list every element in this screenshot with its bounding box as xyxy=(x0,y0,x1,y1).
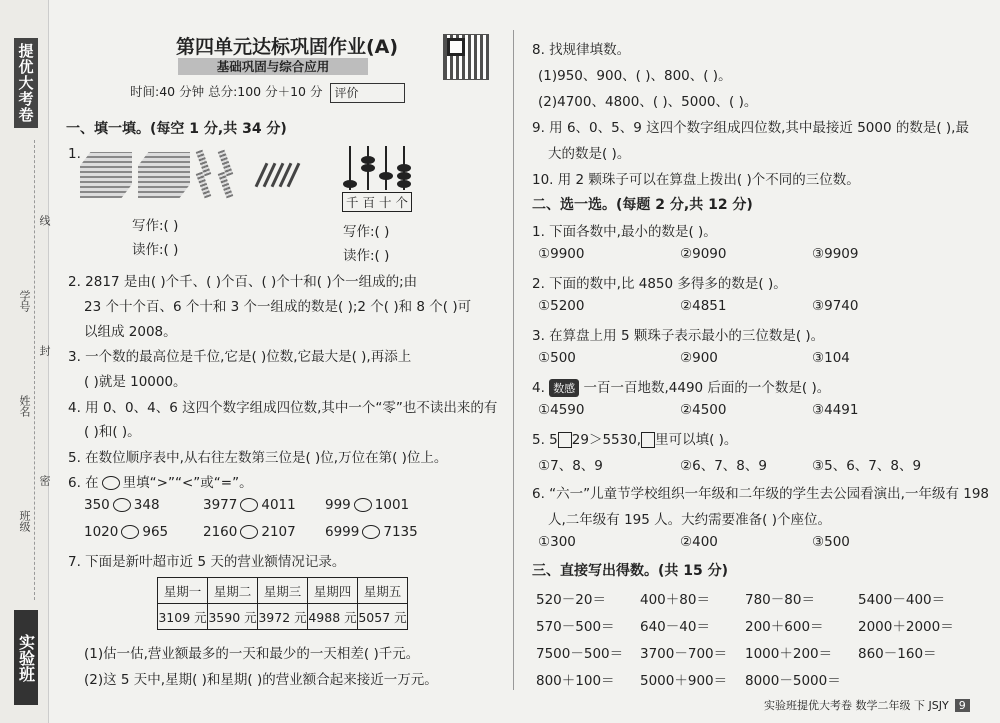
table-row xyxy=(158,578,408,604)
compare-circle[interactable] xyxy=(240,498,258,512)
binding-margin xyxy=(0,0,49,723)
calc-item[interactable]: 400＋80＝ xyxy=(640,592,710,608)
cmp-right: 4011 xyxy=(261,497,296,513)
q2-line2: 23 个十个百、6 个十和 3 个一组成的数是( );2 个( )和 8 个( )可 xyxy=(84,299,472,315)
label-line: 线 xyxy=(38,215,51,226)
q1-read: 读作:( ) xyxy=(132,242,179,258)
q8-part2: (2)4700、4800、( )、5000、( )。 xyxy=(538,94,758,110)
abacus-label: 千 百 十 个 xyxy=(342,192,412,212)
choice-5-opt-b[interactable]: ②6、7、8、9 xyxy=(680,458,767,474)
q1-write: 写作:( ) xyxy=(132,218,179,234)
q3-line1: 3. 一个数的最高位是千位,它是( )位数,它最大是( ),再添上 xyxy=(68,349,412,365)
compare-circle[interactable] xyxy=(121,525,139,539)
table-header-cell: 星期一 xyxy=(158,578,208,604)
time-line: 时间:40 分钟 总分:100 分＋10 分 xyxy=(130,84,323,99)
choice-6-opt-b[interactable]: ②400 xyxy=(680,534,718,550)
q1-number: 1. xyxy=(68,146,81,162)
choice-1-opt-c[interactable]: ③9909 xyxy=(812,246,859,262)
q7: 7. 下面是新叶超市近 5 天的营业额情况记录。 xyxy=(68,554,346,570)
choice-2-opt-a[interactable]: ①5200 xyxy=(538,298,585,314)
label-name: 姓名 xyxy=(18,395,31,417)
choice-5 xyxy=(532,428,737,448)
table-cell: 5057 元 xyxy=(358,604,408,630)
label-class: 班级 xyxy=(18,510,31,532)
q3-line2: ( )就是 10000。 xyxy=(84,374,187,390)
cmp-right: 348 xyxy=(133,497,160,513)
choice-4-opt-a[interactable]: ①4590 xyxy=(538,402,585,418)
q7-part1: (1)估一估,营业额最多的一天和最少的一天相差( )千元。 xyxy=(84,646,420,662)
table-row xyxy=(158,604,408,630)
choice-2: 2. 下面的数中,比 4850 多得多的数是( )。 xyxy=(532,276,787,292)
q8: 8. 找规律填数。 xyxy=(532,42,631,58)
choice-3-opt-c[interactable]: ③104 xyxy=(812,350,850,366)
q5: 5. 在数位顺序表中,从右往左数第三位是( )位,万位在第( )位上。 xyxy=(68,450,448,466)
score-box[interactable] xyxy=(330,83,405,103)
section-1-title: 一、填一填。(每空 1 分,共 34 分) xyxy=(66,121,287,137)
cmp-right: 7135 xyxy=(383,524,418,540)
label-student-id: 学号 xyxy=(18,290,31,312)
table-cell: 3109 元 xyxy=(158,604,208,630)
label-secret: 密 xyxy=(38,475,51,486)
cmp-left: 2160 xyxy=(203,524,238,540)
choice-6-opt-a[interactable]: ①300 xyxy=(538,534,576,550)
calc-item[interactable]: 520－20＝ xyxy=(536,592,606,608)
subtitle: 基础巩固与综合应用 xyxy=(178,58,368,75)
page-number: 9 xyxy=(955,699,970,712)
choice-5-opt-c[interactable]: ③5、6、7、8、9 xyxy=(812,458,922,474)
cmp-left: 3977 xyxy=(203,497,238,513)
table-header-cell: 星期三 xyxy=(258,578,308,604)
q2-line1: 2. 2817 是由( )个千、( )个百、( )个十和( )个一组成的;由 xyxy=(68,274,418,290)
choice-5-a: 5. 5 xyxy=(532,432,558,448)
page-title: 第四单元达标巩固作业(A) xyxy=(176,36,399,58)
choice-3-opt-a[interactable]: ①500 xyxy=(538,350,576,366)
q1-read-2: 读作:( ) xyxy=(343,248,390,264)
choice-6-opt-c[interactable]: ③500 xyxy=(812,534,850,550)
choice-3: 3. 在算盘上用 5 颗珠子表示最小的三位数是( )。 xyxy=(532,328,825,344)
choice-5-c: 里可以填( )。 xyxy=(655,432,738,448)
choice-6-line1: 6. “六一”儿童节学校组织一年级和二年级的学生去公园看演出,一年级有 198 xyxy=(532,486,990,502)
choice-5-b: 29＞5530, xyxy=(571,432,642,448)
calc-item[interactable]: 640－40＝ xyxy=(640,619,710,635)
calc-item[interactable]: 800＋100＝ xyxy=(536,673,615,689)
q8-part1: (1)950、900、( )、800、( )。 xyxy=(538,68,732,84)
calc-item[interactable]: 860－160＝ xyxy=(858,646,937,662)
compare-circle[interactable] xyxy=(354,498,372,512)
compare-row-2 xyxy=(84,524,168,540)
calc-item[interactable]: 780－80＝ xyxy=(745,592,815,608)
choice-5-opt-a[interactable]: ①7、8、9 xyxy=(538,458,603,474)
q1-write-2: 写作:( ) xyxy=(343,224,390,240)
choice-3-opt-b[interactable]: ②900 xyxy=(680,350,718,366)
qr-code xyxy=(443,34,489,80)
compare-circle[interactable] xyxy=(113,498,131,512)
blank-box[interactable] xyxy=(641,432,655,448)
column-divider xyxy=(513,30,514,690)
q4-line1: 4. 用 0、0、4、6 这四个数字组成四位数,其中一个“零”也不读出来的有 xyxy=(68,400,498,416)
table-header-cell: 星期五 xyxy=(358,578,408,604)
cmp-left: 6999 xyxy=(325,524,360,540)
section-2-title: 二、选一选。(每题 2 分,共 12 分) xyxy=(532,197,753,213)
time-score xyxy=(130,82,405,103)
choice-6-line2: 人,二年级有 195 人。大约需要准备( )个座位。 xyxy=(548,512,831,528)
calc-item[interactable]: 5000＋900＝ xyxy=(640,673,728,689)
cut-line xyxy=(34,140,35,600)
thousand-cube xyxy=(138,152,190,198)
table-cell: 3972 元 xyxy=(258,604,308,630)
q9-line2: 大的数是( )。 xyxy=(548,146,631,162)
q4-line2: ( )和( )。 xyxy=(84,424,141,440)
table-cell: 4988 元 xyxy=(308,604,358,630)
cmp-left: 350 xyxy=(84,497,110,513)
section-3-title: 三、直接写出得数。(共 15 分) xyxy=(532,563,729,579)
q9-line1: 9. 用 6、0、5、9 这四个数字组成四位数,其中最接近 5000 的数是( ),最 xyxy=(532,120,969,136)
choice-1-opt-a[interactable]: ①9900 xyxy=(538,246,585,262)
choice-2-opt-b[interactable]: ②4851 xyxy=(680,298,727,314)
compare-row-2c xyxy=(325,524,418,540)
choice-4 xyxy=(532,376,830,397)
calc-item[interactable]: 5400－400＝ xyxy=(858,592,946,608)
table-header-cell: 星期四 xyxy=(308,578,358,604)
choice-4-opt-b[interactable]: ②4500 xyxy=(680,402,727,418)
compare-circle[interactable] xyxy=(240,525,258,539)
compare-row-2b xyxy=(203,524,296,540)
cmp-right: 1001 xyxy=(374,497,410,513)
thousand-cube xyxy=(80,152,132,198)
score-label: 评价 xyxy=(334,85,359,100)
sales-table xyxy=(157,577,408,630)
q6-post: 里填“>”“<”或“=”。 xyxy=(122,475,253,491)
compare-row-1b xyxy=(203,497,296,513)
hundred-flat xyxy=(196,172,211,199)
q6-pre: 6. 在 xyxy=(68,475,99,491)
choice-2-opt-c[interactable]: ③9740 xyxy=(812,298,859,314)
q10: 10. 用 2 颗珠子可以在算盘上拨出( )个不同的三位数。 xyxy=(532,172,860,188)
choice-1: 1. 下面各数中,最小的数是( )。 xyxy=(532,224,717,240)
q7-part2: (2)这 5 天中,星期( )和星期( )的营业额合起来接近一万元。 xyxy=(84,672,438,688)
calc-item[interactable]: 1000＋200＝ xyxy=(745,646,833,662)
calc-item[interactable]: 200＋600＝ xyxy=(745,619,824,635)
label-seal: 封 xyxy=(38,345,51,356)
footer xyxy=(764,697,970,713)
compare-row-1c xyxy=(325,497,409,513)
q6 xyxy=(68,471,253,491)
calc-item[interactable]: 7500－500＝ xyxy=(536,646,624,662)
cmp-right: 965 xyxy=(142,524,169,540)
cmp-right: 2107 xyxy=(261,524,296,540)
cmp-left: 999 xyxy=(325,497,351,513)
q2-line3: 以组成 2008。 xyxy=(84,324,177,340)
table-header-cell: 星期二 xyxy=(208,578,258,604)
compare-circle[interactable] xyxy=(362,525,380,539)
choice-4-text: 一百一百地数,4490 后面的一个数是( )。 xyxy=(583,380,831,396)
circle-icon xyxy=(102,476,120,490)
calc-item[interactable]: 2000＋2000＝ xyxy=(858,619,954,635)
brand-logo: 提优大考卷 xyxy=(14,38,38,128)
footer-text: 实验班提优大考卷 数学二年级 下 JSJY xyxy=(764,699,949,712)
blank-box[interactable] xyxy=(558,432,572,448)
brand-logo-bottom: 实验班 xyxy=(14,610,38,705)
table-cell: 3590 元 xyxy=(208,604,258,630)
calc-item[interactable]: 3700－700＝ xyxy=(640,646,728,662)
choice-4-number: 4. xyxy=(532,380,545,396)
calc-item[interactable]: 8000－5000＝ xyxy=(745,673,841,689)
number-sense-badge: 数感 xyxy=(549,379,579,397)
cmp-left: 1020 xyxy=(84,524,119,540)
compare-row-1 xyxy=(84,497,160,513)
choice-1-opt-b[interactable]: ②9090 xyxy=(680,246,727,262)
choice-4-opt-c[interactable]: ③4491 xyxy=(812,402,859,418)
calc-item[interactable]: 570－500＝ xyxy=(536,619,615,635)
hundred-flat xyxy=(218,172,233,199)
